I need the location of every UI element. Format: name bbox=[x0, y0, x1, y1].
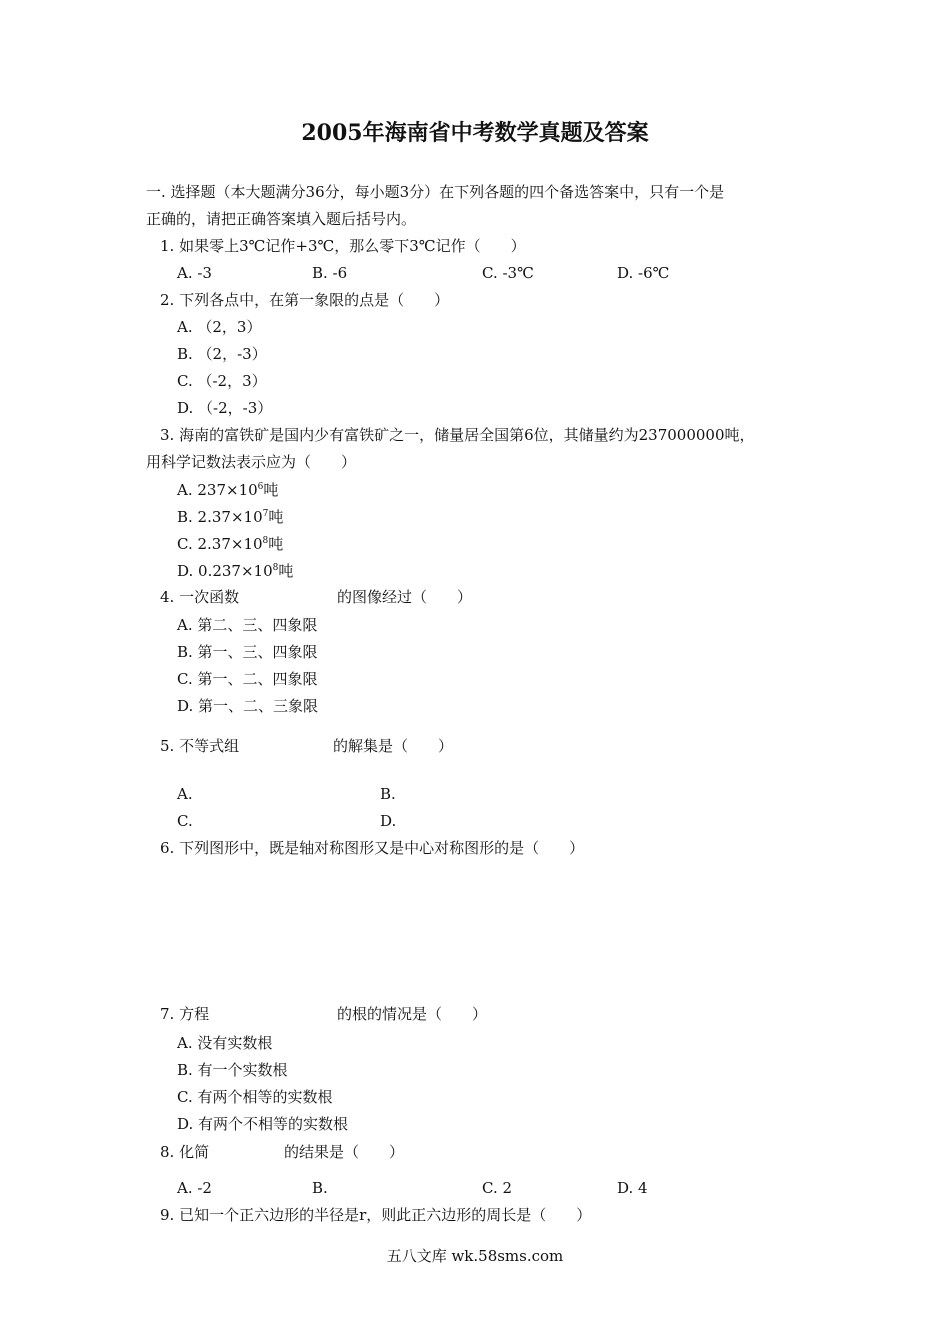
q1-option-a: A. -3 bbox=[177, 264, 212, 282]
q4-option-a: A. 第二、三、四象限 bbox=[177, 616, 318, 634]
q3-option-a: A. $237\times 10^6$吨 bbox=[177, 481, 279, 499]
q6-stem: 6. 下列图形中，既是轴对称图形又是中心对称图形的是（ ） bbox=[160, 839, 585, 857]
page-title: 2005年海南省中考数学真题及答案 bbox=[301, 120, 649, 146]
q8-option-c: C. 2 bbox=[482, 1179, 513, 1197]
q5-stem-suffix: 的解集是（ ） bbox=[333, 737, 454, 755]
q9-stem: 9. 已知一个正六边形的半径是r，则此正六边形的周长是（ ） bbox=[160, 1206, 592, 1224]
q8-option-d: D. 4 bbox=[617, 1179, 648, 1197]
q8-option-b: B. bbox=[312, 1179, 328, 1197]
q4-stem-prefix: 4. 一次函数 bbox=[160, 588, 240, 606]
q5-stem-prefix: 5. 不等式组 bbox=[160, 737, 240, 755]
q2-option-d: D. （-2，-3） bbox=[177, 399, 273, 417]
q4-option-d: D. 第一、二、三象限 bbox=[177, 697, 319, 715]
q3-option-c: C. $2.37\times 10^8$吨 bbox=[177, 535, 284, 553]
q7-option-b: B. 有一个实数根 bbox=[177, 1061, 288, 1079]
q2-option-a: A. （2，3） bbox=[177, 318, 262, 336]
q2-option-b: B. （2，-3） bbox=[177, 345, 267, 363]
q5-option-c: C. bbox=[177, 812, 193, 830]
q5-option-a: A. bbox=[177, 785, 193, 803]
q7-option-c: C. 有两个相等的实数根 bbox=[177, 1088, 333, 1106]
q5-option-d: D. bbox=[380, 812, 397, 830]
q1-stem: 1. 如果零上3℃记作+3℃，那么零下3℃记作（ ） bbox=[160, 237, 526, 255]
section-intro-line1: 一. 选择题（本大题满分36分，每小题3分）在下列各题的四个备选答案中，只有一个是 bbox=[146, 183, 725, 201]
q1-option-d: D. -6℃ bbox=[617, 264, 670, 282]
q1-option-b: B. -6 bbox=[312, 264, 348, 282]
q7-stem-prefix: 7. 方程 bbox=[160, 1005, 210, 1023]
q5-option-b: B. bbox=[380, 785, 396, 803]
q4-option-c: C. 第一、二、四象限 bbox=[177, 670, 318, 688]
q3-option-d: D. $0.237\times 10^8$吨 bbox=[177, 562, 294, 580]
q7-option-a: A. 没有实数根 bbox=[177, 1034, 273, 1052]
q4-stem-suffix: 的图像经过（ ） bbox=[337, 588, 473, 606]
q2-stem: 2. 下列各点中，在第一象限的点是（ ） bbox=[160, 291, 450, 309]
q3-stem-line2: 用科学记数法表示应为（ ） bbox=[146, 453, 357, 471]
footer-watermark: 五八文库 wk.58sms.com bbox=[386, 1247, 564, 1265]
q4-option-b: B. 第一、三、四象限 bbox=[177, 643, 318, 661]
q7-option-d: D. 有两个不相等的实数根 bbox=[177, 1115, 349, 1133]
q2-option-c: C. （-2，3） bbox=[177, 372, 267, 390]
q8-option-a: A. -2 bbox=[177, 1179, 212, 1197]
q8-stem-prefix: 8. 化简 bbox=[160, 1143, 210, 1161]
q8-stem-suffix: 的结果是（ ） bbox=[284, 1143, 405, 1161]
section-intro-line2: 正确的，请把正确答案填入题后括号内。 bbox=[146, 210, 417, 228]
q3-option-b: B. $2.37\times 10^7$吨 bbox=[177, 508, 284, 526]
q3-stem-line1: 3. 海南的富铁矿是国内少有富铁矿之一，储量居全国第6位，其储量约为237000000吨， bbox=[160, 426, 755, 444]
q1-option-c: C. -3℃ bbox=[482, 264, 534, 282]
q7-stem-suffix: 的根的情况是（ ） bbox=[337, 1005, 488, 1023]
